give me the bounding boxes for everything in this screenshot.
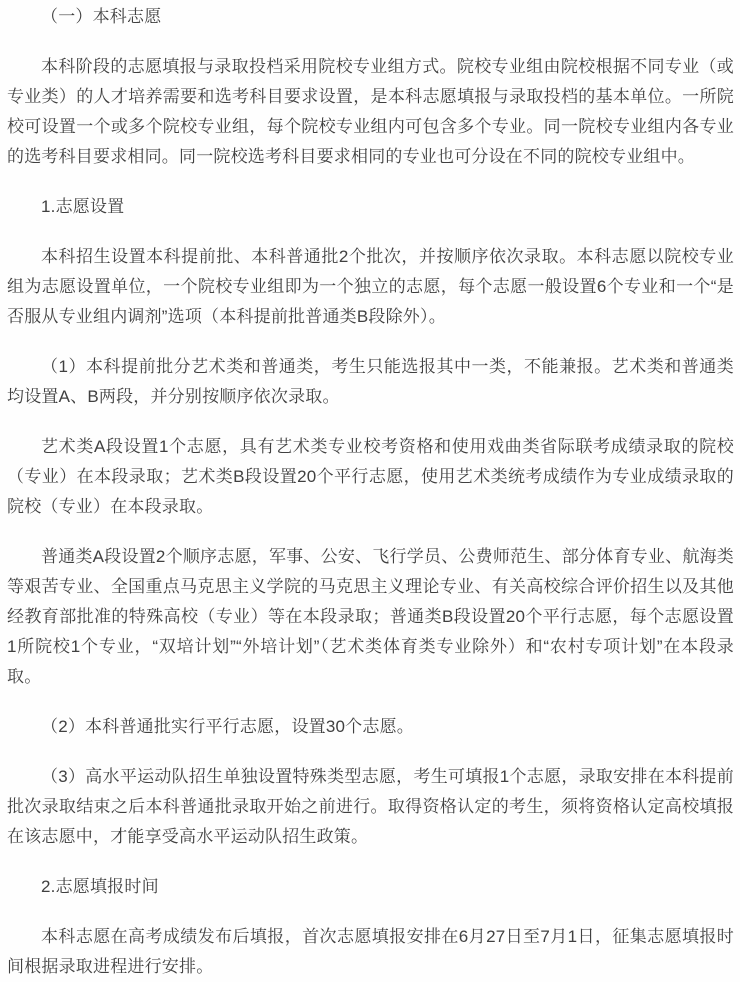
- paragraph: （2）本科普通批实行平行志愿，设置30个志愿。: [41, 717, 414, 736]
- sub-heading: 2.志愿填报时间: [41, 877, 159, 896]
- sub-heading: 1.志愿设置: [41, 197, 125, 216]
- paragraph: （3）高水平运动队招生单独设置特殊类型志愿，考生可填报1个志愿，录取安排在本科提前批次录取结束之后本科普通批录取开始之前进行。取得资格认定的考生，须将资格认定高校填报在该志愿中，才能享受高水平运动队招生政策。: [7, 767, 734, 846]
- paragraph: 本科志愿在高考成绩发布后填报，首次志愿填报安排在6月27日至7月1日，征集志愿填报时间根据录取进程进行安排。: [7, 927, 734, 976]
- section-heading: （一）本科志愿: [41, 7, 162, 26]
- paragraph: 普通类A段设置2个顺序志愿，军事、公安、飞行学员、公费师范生、部分体育专业、航海类等艰苦专业、全国重点马克思主义学院的马克思主义理论专业、有关高校综合评价招生以及其他经教育部批准的特殊高校（专业）等在本段录取；普通类B段设置20个平行志愿，每个志愿设置1所院校1个专业，“双培计划”“外培计划”（艺术类体育类专业除外）和“农村专项计划”在本段录取。: [7, 547, 734, 686]
- paragraph: 本科阶段的志愿填报与录取投档采用院校专业组方式。院校专业组由院校根据不同专业（或专业类）的人才培养需要和选考科目要求设置，是本科志愿填报与录取投档的基本单位。一所院校可设置一个或多个院校专业组，每个院校专业组内可包含多个专业。同一院校专业组内各专业的选考科目要求相同。同一院校选考科目要求相同的专业也可分设在不同的院校专业组中。: [7, 57, 734, 166]
- paragraph: 艺术类A段设置1个志愿，具有艺术类专业校考资格和使用戏曲类省际联考成绩录取的院校（专业）在本段录取；艺术类B段设置20个平行志愿，使用艺术类统考成绩作为专业成绩录取的院校（专业）在本段录取。: [7, 437, 734, 516]
- paragraph: （1）本科提前批分艺术类和普通类，考生只能选报其中一类，不能兼报。艺术类和普通类均设置A、B两段，并分别按顺序依次录取。: [7, 357, 734, 406]
- paragraph: 本科招生设置本科提前批、本科普通批2个批次，并按顺序依次录取。本科志愿以院校专业组为志愿设置单位，一个院校专业组即为一个独立的志愿，每个志愿一般设置6个专业和一个“是否服从专业组内调剂”选项（本科提前批普通类B段除外）。: [7, 247, 734, 326]
